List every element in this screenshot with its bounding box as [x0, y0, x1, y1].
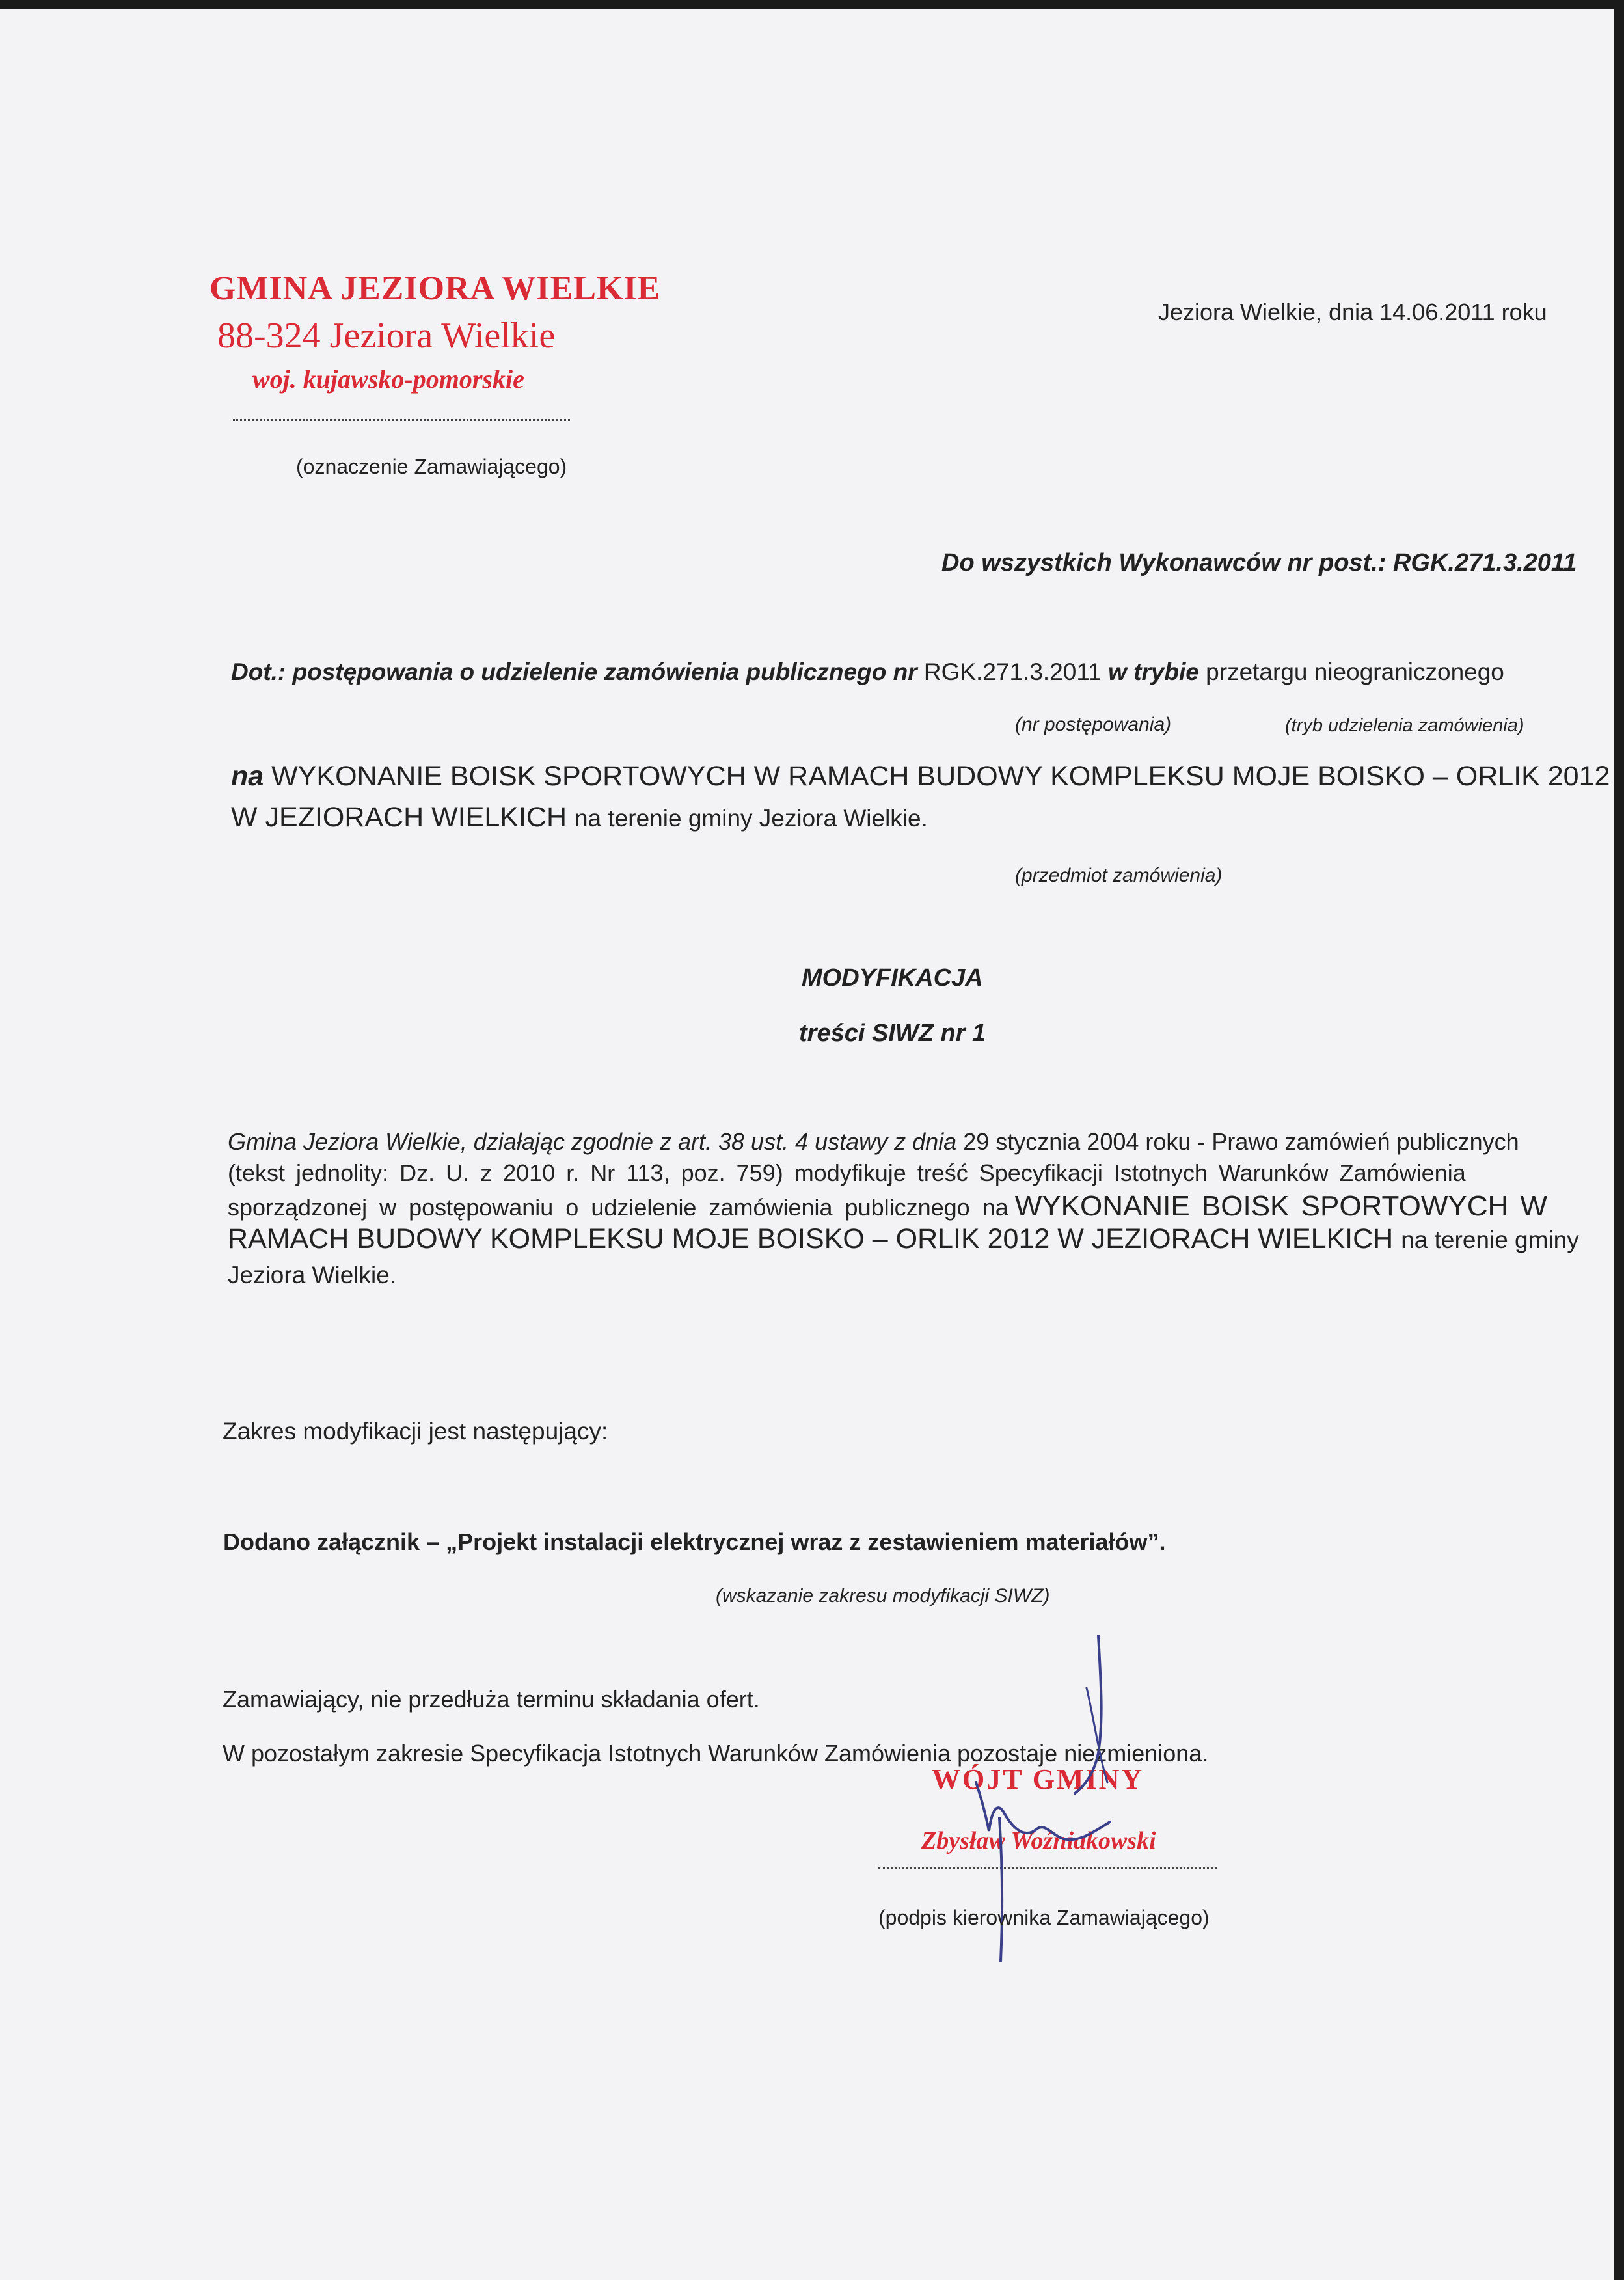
subject-na-label: na	[231, 761, 264, 792]
body-p1-rest: 29 stycznia 2004 roku - Prawo zamówień publicznych	[963, 1128, 1519, 1155]
date-line: Jeziora Wielkie, dnia 14.06.2011 roku	[1158, 299, 1547, 325]
sender-caption: (oznaczenie Zamawiającego)	[296, 455, 567, 478]
body-line3	[228, 1190, 1547, 1223]
body-p3b: WYKONANIE BOISK SPORTOWYCH W	[1014, 1190, 1548, 1222]
sender-stamp-line3: woj. kujawsko-pomorskie	[252, 364, 524, 394]
heading-subtitle: treści SIWZ nr 1	[799, 1020, 986, 1047]
sender-stamp-line2: 88-324 Jeziora Wielkie	[217, 316, 556, 356]
body-p3a: sporządzonej w postępowaniu o udzielenie zamówienia publicznego na	[228, 1194, 1008, 1221]
caption-object: (przedmiot zamówienia)	[1015, 865, 1223, 886]
sender-dotted-line	[233, 419, 570, 421]
signature-stamp-name: Zbysław Woźniakowski	[921, 1827, 1156, 1854]
body-p4b: na terenie gminy	[1401, 1227, 1579, 1253]
scope-caption: (wskazanie zakresu modyfikacji SIWZ)	[716, 1585, 1050, 1607]
subject-object-tail: na terenie gminy Jeziora Wielkie.	[574, 805, 928, 832]
body-p1-italic: Gmina Jeziora Wielkie, działając zgodnie z art. 38 ust. 4 ustawy z dnia	[228, 1128, 957, 1155]
deadline-text: Zamawiający, nie przedłuża terminu składania ofert.	[223, 1686, 760, 1713]
body-line5: Jeziora Wielkie.	[228, 1262, 397, 1288]
body-p4a: RAMACH BUDOWY KOMPLEKSU MOJE BOISKO – ORLIK 2012 W JEZIORACH WIELKICH	[228, 1223, 1394, 1255]
sender-stamp-line1: GMINA JEZIORA WIELKIE	[210, 270, 661, 307]
body-line4	[228, 1223, 1579, 1255]
subject-mode-label: w trybie	[1108, 658, 1199, 685]
body-line2: (tekst jednolity: Dz. U. z 2010 r. Nr 113, poz. 759) modyfikuje treść Specyfikacji Istotnych Warunków Zamówienia	[228, 1160, 1466, 1186]
subject-object-line2	[231, 802, 928, 834]
document-page	[0, 9, 1614, 2280]
caption-number: (nr postępowania)	[1015, 714, 1172, 735]
subject-object-text1: WYKONANIE BOISK SPORTOWYCH W RAMACH BUDOWY KOMPLEKSU MOJE BOISKO – ORLIK 2012	[271, 761, 1610, 792]
subject-line	[231, 658, 1504, 686]
recipients-line: Do wszystkich Wykonawców nr post.: RGK.271.3.2011	[941, 549, 1577, 577]
subject-dot-label: Dot.: postępowania o udzielenie zamówienia publicznego nr	[231, 658, 917, 685]
remaining-text: W pozostałym zakresie Specyfikacja Istotnych Warunków Zamówienia pozostaje niezmieniona.	[223, 1740, 1209, 1767]
heading-title: MODYFIKACJA	[802, 964, 983, 992]
handwritten-signature-icon	[924, 1623, 1184, 1987]
scope-intro: Zakres modyfikacji jest następujący:	[223, 1418, 608, 1445]
subject-object-text2: W JEZIORACH WIELKICH	[231, 802, 567, 833]
scope-text: Dodano załącznik – „Projekt instalacji elektrycznej wraz z zestawieniem materiałów”.	[223, 1528, 1166, 1555]
caption-mode: (tryb udzielenia zamówienia)	[1285, 715, 1524, 736]
body-line1	[228, 1128, 1519, 1156]
signature-stamp-title: WÓJT GMINY	[932, 1763, 1144, 1795]
subject-object-line1	[231, 761, 1610, 793]
signature-caption: (podpis kierownika Zamawiającego)	[878, 1906, 1210, 1929]
subject-mode: przetargu nieograniczonego	[1206, 658, 1504, 685]
subject-number: RGK.271.3.2011	[923, 658, 1102, 685]
